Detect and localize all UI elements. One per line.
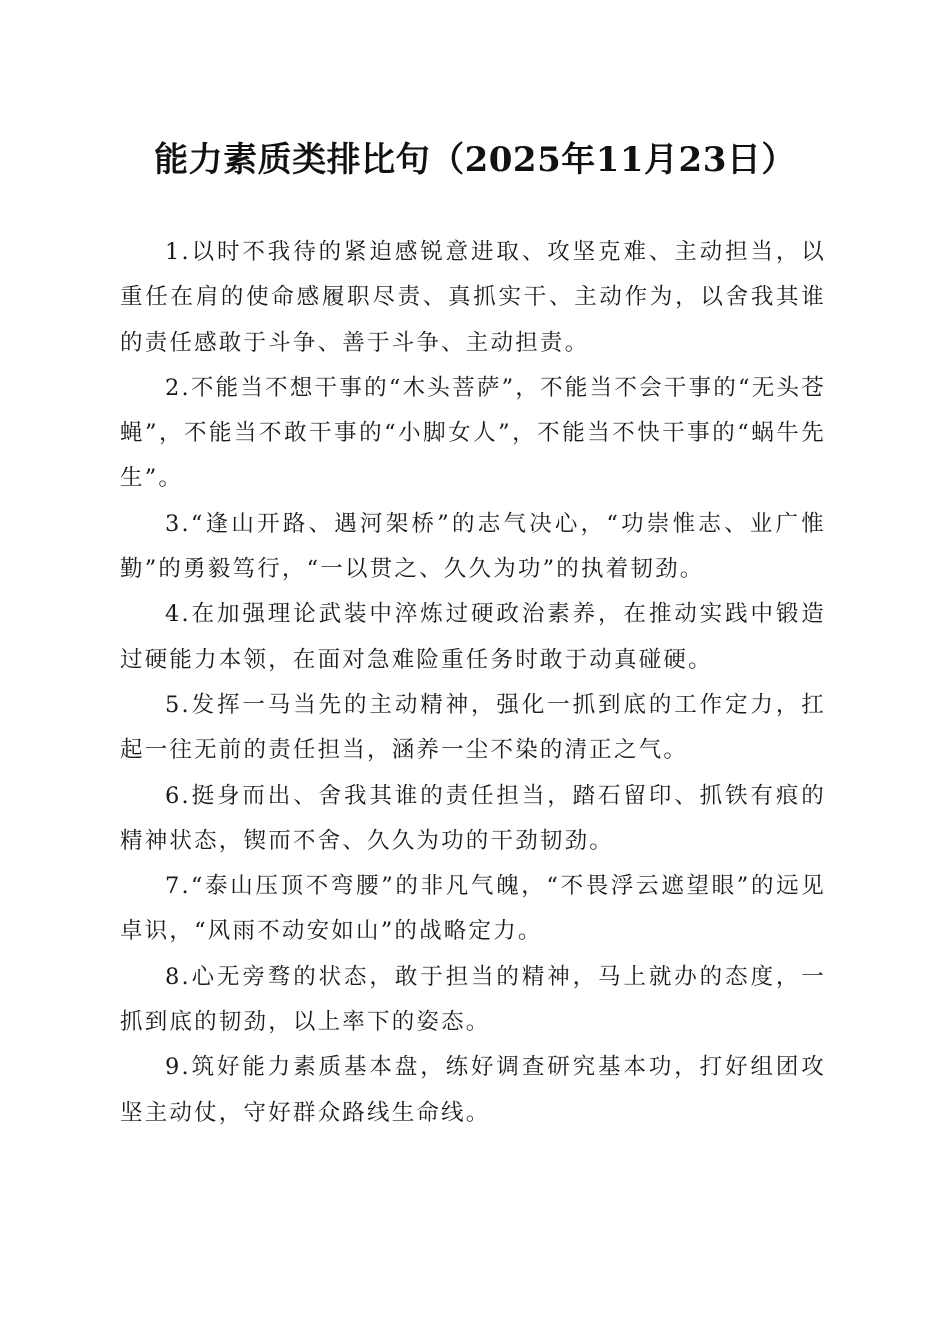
paragraph-3: 3.“逢山开路、遇河架桥”的志气决心，“功崇惟志、业广惟勤”的勇毅笃行，“一以贯之、久久为功”的执着韧劲。 xyxy=(120,510,826,583)
document-title: 能力素质类排比句（2025年11月23日） xyxy=(154,140,796,180)
paragraph-7: 7.“泰山压顶不弯腰”的非凡气魄，“不畏浮云遮望眼”的远见卓识，“风雨不动安如山”的战略定力。 xyxy=(120,873,826,945)
paragraph-6: 6.挺身而出、舍我其谁的责任担当，踏石留印、抓铁有痕的精神状态，锲而不舍、久久为功的干劲韧劲。 xyxy=(120,782,826,854)
paragraph-5: 5.发挥一马当先的主动精神，强化一抓到底的工作定力，扛起一往无前的责任担当，涵养一尘不染的清正之气。 xyxy=(120,691,826,764)
paragraph-4: 4.在加强理论武装中淬炼过硬政治素养，在推动实践中锻造过硬能力本领，在面对急难险重任务时敢于动真碰硬。 xyxy=(120,601,826,673)
paragraph-8: 8.心无旁骛的状态，敢于担当的精神，马上就办的态度，一抓到底的韧劲，以上率下的姿态。 xyxy=(120,963,826,1036)
document-body xyxy=(120,230,826,1136)
paragraph-1: 1.以时不我待的紧迫感锐意进取、攻坚克难、主动担当，以重任在肩的使命感履职尽责、真抓实干、主动作为，以舍我其谁的责任感敢于斗争、善于斗争、主动担责。 xyxy=(120,239,826,356)
paragraph-2: 2.不能当不想干事的“木头菩萨”，不能当不会干事的“无头苍蝇”，不能当不敢干事的“小脚女人”，不能当不快干事的“蜗牛先生”。 xyxy=(120,374,826,492)
paragraph-9: 9.筑好能力素质基本盘，练好调查研究基本功，打好组团攻坚主动仗，守好群众路线生命线。 xyxy=(120,1054,826,1126)
